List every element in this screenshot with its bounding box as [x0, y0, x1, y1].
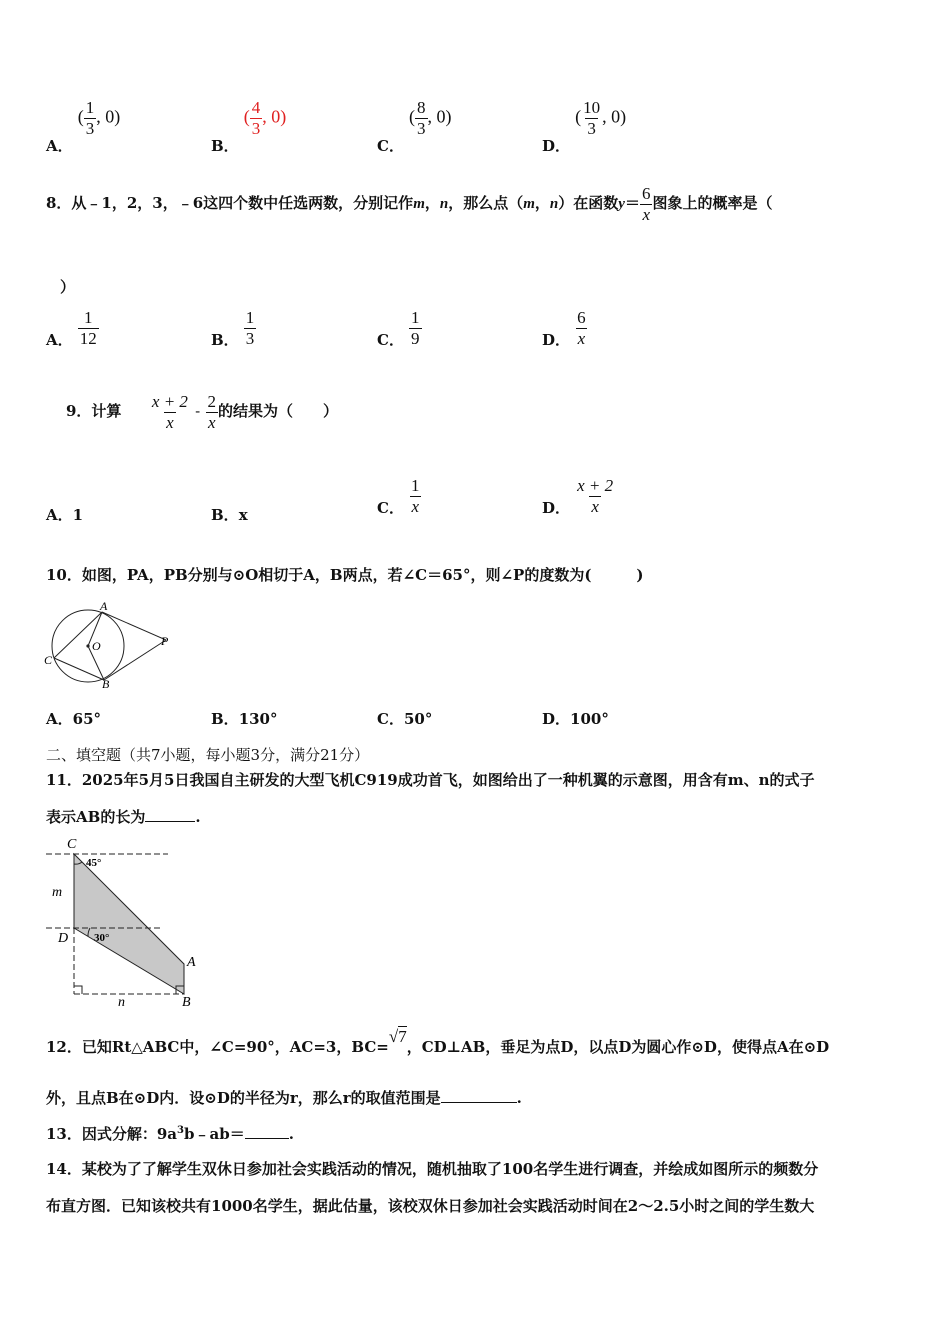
q11-line2: 表示AB的长为 . [46, 808, 201, 826]
q8-stem: 8．从﹣1，2，3，﹣6这四个数中任选两数，分别记作m，n，那么点（m，n）在函数y＝ $\frac{6}{x}$ 图象上的概率是（ [46, 184, 773, 224]
label-o: O [92, 639, 101, 653]
label-n: n [118, 995, 125, 1010]
paren: , 0) [427, 106, 452, 127]
angle-30: 30° [94, 932, 110, 944]
q13: 13．因式分解：$9a^3b﹣ab=$ . [46, 1125, 294, 1143]
option-label: C． [377, 136, 404, 155]
fraction: $\frac{4}{3}$ [251, 98, 261, 138]
q10-option-c: C．50° [377, 710, 433, 728]
sqrt: √7 [388, 1027, 407, 1046]
q8-option-a: A． $\frac{1}{12}$ [46, 308, 97, 349]
option-label: A． [46, 136, 73, 155]
label-p: P [161, 634, 169, 648]
paren: , 0) [262, 106, 287, 127]
fraction: $\frac{8}{3}$ [417, 98, 426, 138]
paren: ( [243, 106, 250, 127]
q14-line1: 14．某校为了了解学生双休日参加社会实践活动的情况，随机抽取了100名学生进行调查，并绘成如图所示的频数分 [46, 1160, 819, 1178]
section-heading: 二、填空题（共7小题，每小题3分，满分21分） [46, 746, 370, 764]
q14-line2: 布直方图．已知该校共有1000名学生，据此估量，该校双休日参加社会实践活动时间在2～2.5小时之间的学生数大 [46, 1197, 815, 1215]
q8-option-d: D． $\frac{6}{x}$ [542, 308, 586, 349]
fraction: $\frac{10}{3}$ [583, 98, 601, 138]
q7-option-c [377, 98, 452, 155]
label-a: A [187, 955, 196, 970]
q12-line2: 外，且点B在⊙D内．设⊙D的半径为r，那么r的取值范围是 . [46, 1089, 522, 1107]
fraction: $\frac{1}{3}$ [85, 98, 95, 138]
q10-figure [40, 598, 180, 690]
q7-option-b [211, 98, 287, 155]
paren: ( [77, 106, 84, 127]
fraction: $\frac{x + 2}{x}$ [151, 392, 188, 432]
q8-close-paren: ） [60, 278, 76, 296]
label-a: A [100, 599, 108, 613]
q12-line1: 12．已知Rt△ABC中，∠C=90°，AC=3，BC=√7，CD⊥AB，垂足为点D，以点D为圆心作⊙D，使得点A在⊙D [46, 1027, 830, 1056]
q7-option-a [46, 98, 121, 155]
q11-line1: 11．2025年5月5日我国自主研发的大型飞机C919成功首飞，如图给出了一种机翼的示意图，用含有m、n的式子 [46, 771, 815, 789]
paren: ( [575, 106, 582, 127]
answer-blank[interactable] [245, 1138, 289, 1139]
fraction: $\frac{2}{x}$ [207, 392, 216, 432]
label-c: C [44, 653, 53, 667]
option-label: B． [211, 136, 239, 155]
q9-option-a: A．1 [46, 506, 84, 524]
answer-blank[interactable] [145, 821, 195, 822]
option-label: D． [542, 136, 571, 155]
q9-option-c: C． $\frac{1}{x}$ [377, 476, 420, 517]
label-m: m [52, 885, 63, 900]
q10-option-b: B．130° [211, 710, 278, 728]
q10-option-a: A．65° [46, 710, 102, 728]
label-b: B [102, 677, 110, 690]
q9-option-b: B．x [211, 506, 248, 524]
q8-option-b: B． $\frac{1}{3}$ [211, 308, 255, 349]
q9-option-d: D． $\frac{x + 2}{x}$ [542, 476, 614, 517]
function-fraction: $\frac{6}{x}$ [641, 184, 651, 224]
paren: , 0) [96, 106, 121, 127]
q9-stem: 9．计算 $\frac{x + 2}{x}$ - $\frac{2}{x}$ 的结果为（ ） [66, 392, 338, 432]
q7-option-d [542, 98, 627, 155]
q10-stem: 10．如图，PA，PB分别与⊙O相切于A，B两点，若∠C＝65°，则∠P的度数为( ) [46, 566, 644, 584]
paren: ( [409, 106, 416, 127]
q7-options [0, 98, 950, 158]
label-c: C [67, 837, 77, 852]
angle-45: 45° [86, 857, 102, 869]
q11-wing-figure [40, 834, 210, 1010]
q8-option-c: C． $\frac{1}{9}$ [377, 308, 420, 349]
label-d: D [58, 931, 69, 946]
q10-option-d: D．100° [542, 710, 609, 728]
answer-blank[interactable] [441, 1102, 517, 1103]
paren: , 0) [602, 106, 627, 127]
label-b: B [182, 995, 191, 1010]
